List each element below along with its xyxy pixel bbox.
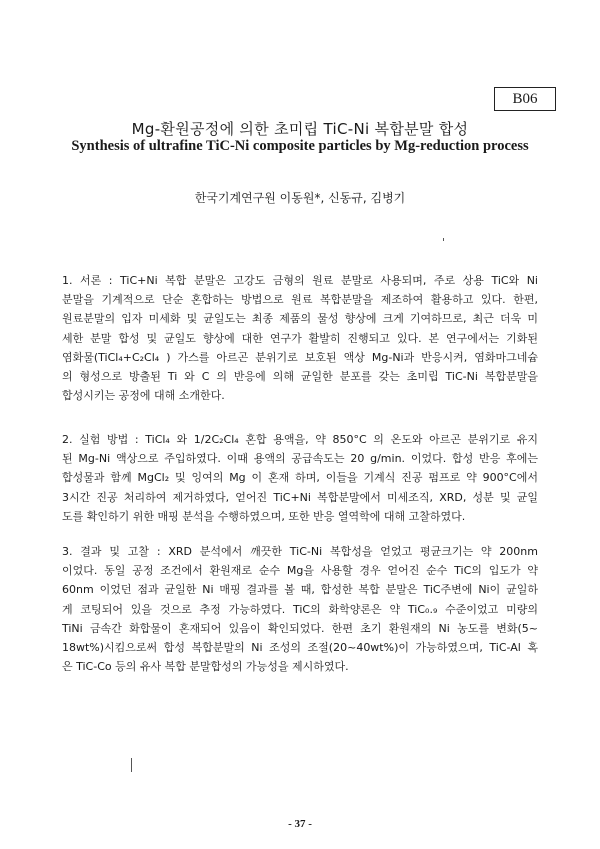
session-code-box: B06 [494, 87, 556, 111]
text-line: 도를 확인하기 위한 매핑 분석을 수행하였으며, 또한 반응 열역학에 대해 고찰하였다. [62, 509, 466, 523]
scan-artifact [443, 238, 444, 241]
text-line: 2. 실험 방법 : TiCl₄ 와 1/2C₂Cl₄ 혼합 용액을, 약 850°C 의 온도와 아르곤 분위기로 유지 [62, 433, 538, 446]
text-line: 합성시키는 공정에 대해 소개한다. [62, 389, 225, 403]
page-number: - 37 - [288, 818, 312, 830]
text-line: 원료분말의 입자 미세화 및 균일도는 최종 제품의 물성 향상에 크게 기여하므로, 최근 더욱 미 [62, 312, 538, 326]
text-line: 의 형성으로 방출된 Ti 와 C 의 반응에 의해 균일한 분포를 갖는 초미립 TiC-Ni 복합분말을 [62, 370, 538, 384]
text-line: 1. 서론 : TiC+Ni 복합 분말은 고강도 금형의 원료 분말로 사용되며, 주로 상용 TiC와 Ni [62, 274, 538, 287]
text-line: 게 코팅되어 있을 것으로 추정 가능하였다. TiC의 화학양론은 약 TiC₀.₉ 수준이었고 미량의 [62, 602, 538, 616]
author-affiliation: 한국기계연구원 이동원*, 신동규, 김병기 [194, 191, 406, 205]
text-line: TiNi 금속간 화합물이 혼재되어 있음이 확인되었다. 한편 초기 환원재의 Ni 농도를 변화(5~ [62, 621, 538, 635]
section-introduction [62, 271, 538, 405]
section-experimental-method [62, 430, 538, 526]
text-line: 된 Mg-Ni 액상으로 주입하였다. 이때 용액의 공급속도는 20 g/min. 이었다. 합성 반응 후에는 [62, 452, 538, 466]
text-line: 은 TiC-Co 등의 유사 복합 분말합성의 가능성을 제시하였다. [62, 660, 349, 674]
korean-title: Mg-환원공정에 의한 초미립 TiC-Ni 복합분말 합성 [131, 120, 469, 138]
english-title: Synthesis of ultrafine TiC-Ni composite particles by Mg-reduction process [71, 138, 529, 154]
text-line: 분말을 기계적으로 단순 혼합하는 방법으로 원료 복합분말을 제조하여 활용하고 있다. 한편, [62, 293, 538, 307]
text-line: 이었다. 동일 공정 조건에서 환원재로 순수 Mg을 사용할 경우 얻어진 순수 TiC의 입도가 약 [62, 564, 538, 578]
text-line: 염화물(TiCl₄+C₂Cl₄ ) 가스를 아르곤 분위기로 보호된 액상 Mg-Ni과 반응시켜, 염화마그네슘 [62, 350, 538, 364]
text-line: 합성물과 함께 MgCl₂ 및 잉여의 Mg 이 혼재 하며, 이들을 기계식 진공 펌프로 약 900°C에서 [62, 471, 538, 485]
text-line: 3. 결과 및 고찰 : XRD 분석에서 깨끗한 TiC-Ni 복합성을 얻었고 평균크기는 약 200nm [62, 545, 538, 558]
section-results-discussion [62, 542, 538, 676]
text-line: 세한 분말 합성 및 균일도 향상에 대한 연구가 활발히 진행되고 있다. 본 연구에서는 기화된 [62, 331, 538, 345]
text-line: 3시간 진공 처리하여 제거하였다, 얻어진 TiC+Ni 복합분말에서 미세조직, XRD, 성분 및 균일 [62, 490, 538, 504]
text-line: 60nm 이었던 점과 균일한 Ni 매핑 결과를 볼 때, 합성한 복합 분말은 TiC주변에 Ni이 균일하 [62, 583, 538, 597]
text-line: 18wt%)시킴으로써 합성 복합분말의 Ni 조성의 조절(20~40wt%)이 가능하였으며, TiC-Al 혹 [62, 641, 538, 655]
scan-artifact [131, 758, 132, 772]
